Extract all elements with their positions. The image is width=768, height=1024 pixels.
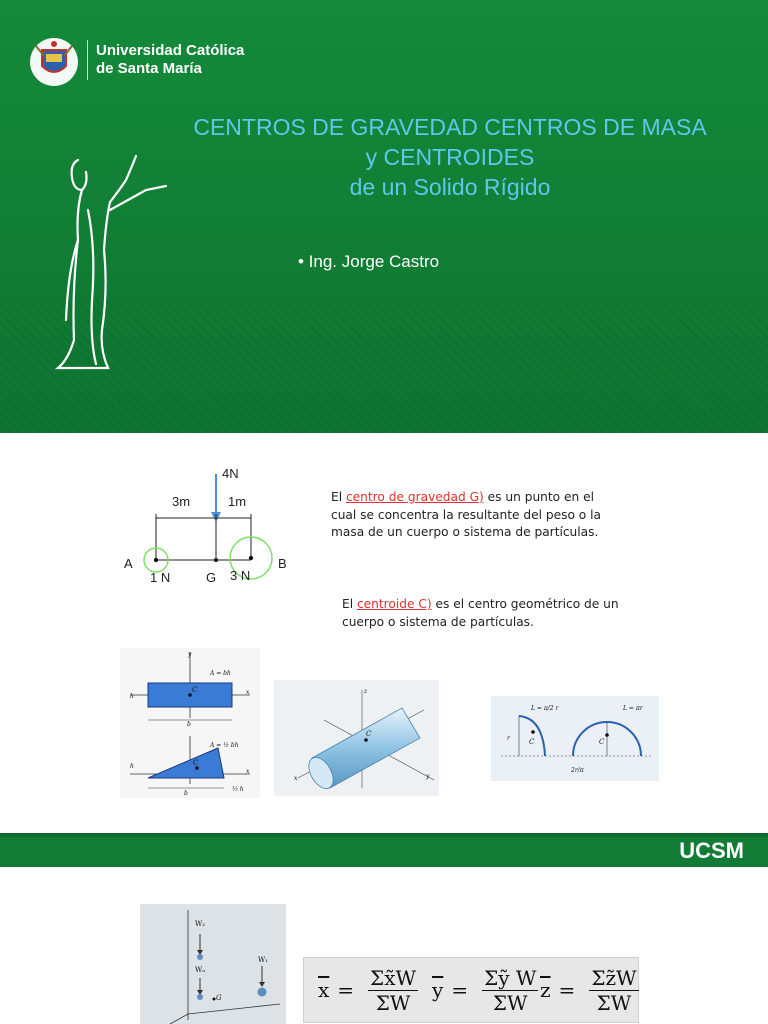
weight-2-ball [197, 954, 203, 960]
svg-text:y: y [188, 651, 192, 658]
author-bullet: • Ing. Jorge Castro [298, 252, 440, 271]
svg-text:h: h [130, 693, 134, 700]
svg-text:W₂: W₂ [195, 920, 206, 928]
point-a-label: A [124, 556, 133, 571]
centroid-equations [303, 957, 639, 1023]
svg-text:⅓ h: ⅓ h [232, 786, 244, 793]
svg-text:C: C [599, 738, 605, 746]
title-line2: y CENTROIDES [365, 144, 535, 170]
svg-text:x: x [294, 775, 298, 782]
title-line3: de un Solido Rígido [349, 174, 551, 200]
weight-b-label: 3 N [230, 568, 251, 583]
university-crest-icon [28, 36, 80, 88]
force-label: 4N [222, 466, 239, 481]
svg-text:G: G [216, 994, 222, 1002]
force-diagram [118, 460, 298, 590]
weight-n-ball [197, 994, 203, 1000]
weight-a-label: 1 N [150, 570, 171, 585]
weight-1-ball [258, 988, 267, 997]
centroid-post: es el centro geométrico de un cuerpo o sistema de partículas. [342, 597, 619, 629]
equation-y: $\overline{y}$ = $\frac{\text{Σỹ W}}{\Sigma W}$ [432, 965, 537, 1015]
arc-centroid-figure [491, 696, 659, 781]
university-line2: de Santa María [96, 60, 202, 77]
svg-text:C: C [529, 738, 535, 746]
title-line1: CENTROS DE GRAVEDAD CENTROS DE MASA [193, 114, 707, 140]
equation-x: $\overline{x}$ = $\frac{\Sigma x̃W}{\Sigma W}$ [318, 965, 417, 1015]
svg-text:b: b [187, 721, 191, 728]
logo-divider [87, 40, 88, 80]
svg-text:C: C [193, 759, 199, 767]
svg-text:z: z [364, 688, 368, 695]
weights-3d-figure [140, 904, 286, 1024]
svg-text:r: r [507, 735, 510, 742]
svg-text:x: x [246, 689, 250, 696]
title-slide [0, 0, 768, 433]
point-g-dot [214, 558, 218, 562]
svg-text:C: C [366, 730, 372, 738]
centroid-pre: El [342, 597, 357, 611]
university-name [96, 42, 244, 78]
svg-text:h: h [130, 763, 134, 770]
area-centroid-figures [120, 648, 260, 798]
point-b-label: B [278, 556, 287, 571]
svg-text:L = πr: L = πr [623, 705, 643, 712]
gravity-pre: El [331, 490, 346, 504]
cylinder-figure [274, 680, 439, 796]
university-line1: Universidad Católica [96, 42, 245, 59]
slide-title [180, 112, 720, 202]
distance-right-label: 1m [228, 494, 247, 509]
svg-text:b: b [184, 790, 188, 797]
svg-text:Wₙ: Wₙ [195, 966, 206, 974]
gravity-definition [331, 489, 621, 542]
band-top-line [0, 833, 768, 837]
virgin-statue-icon [48, 150, 178, 375]
point-g-label: G [206, 570, 217, 585]
equation-z: $\overline{z}$ = $\frac{\Sigma z̃W}{\Sigma W}$ [540, 965, 637, 1015]
distance-left-label: 3m [172, 494, 191, 509]
ucsm-band [0, 833, 768, 867]
svg-text:A = ½ bh: A = ½ bh [210, 742, 239, 749]
gravity-term: centro de gravedad G) [345, 490, 484, 504]
svg-text:A = bh: A = bh [210, 670, 231, 677]
ucsm-brand: UCSM [679, 838, 744, 863]
gravity-post: es un punto en el cual se concentra la resultante del peso o la masa de un cuerpo o sistema de partículas. [331, 490, 601, 539]
svg-text:x: x [246, 768, 250, 775]
centroid-term: centroide C) [356, 597, 432, 611]
svg-text:L = π/2 r: L = π/2 r [531, 705, 559, 712]
svg-text:y: y [426, 773, 430, 780]
svg-text:2r/π: 2r/π [571, 767, 584, 774]
svg-text:C: C [192, 686, 198, 694]
svg-text:W₁: W₁ [258, 956, 269, 964]
centroid-definition [342, 596, 622, 631]
